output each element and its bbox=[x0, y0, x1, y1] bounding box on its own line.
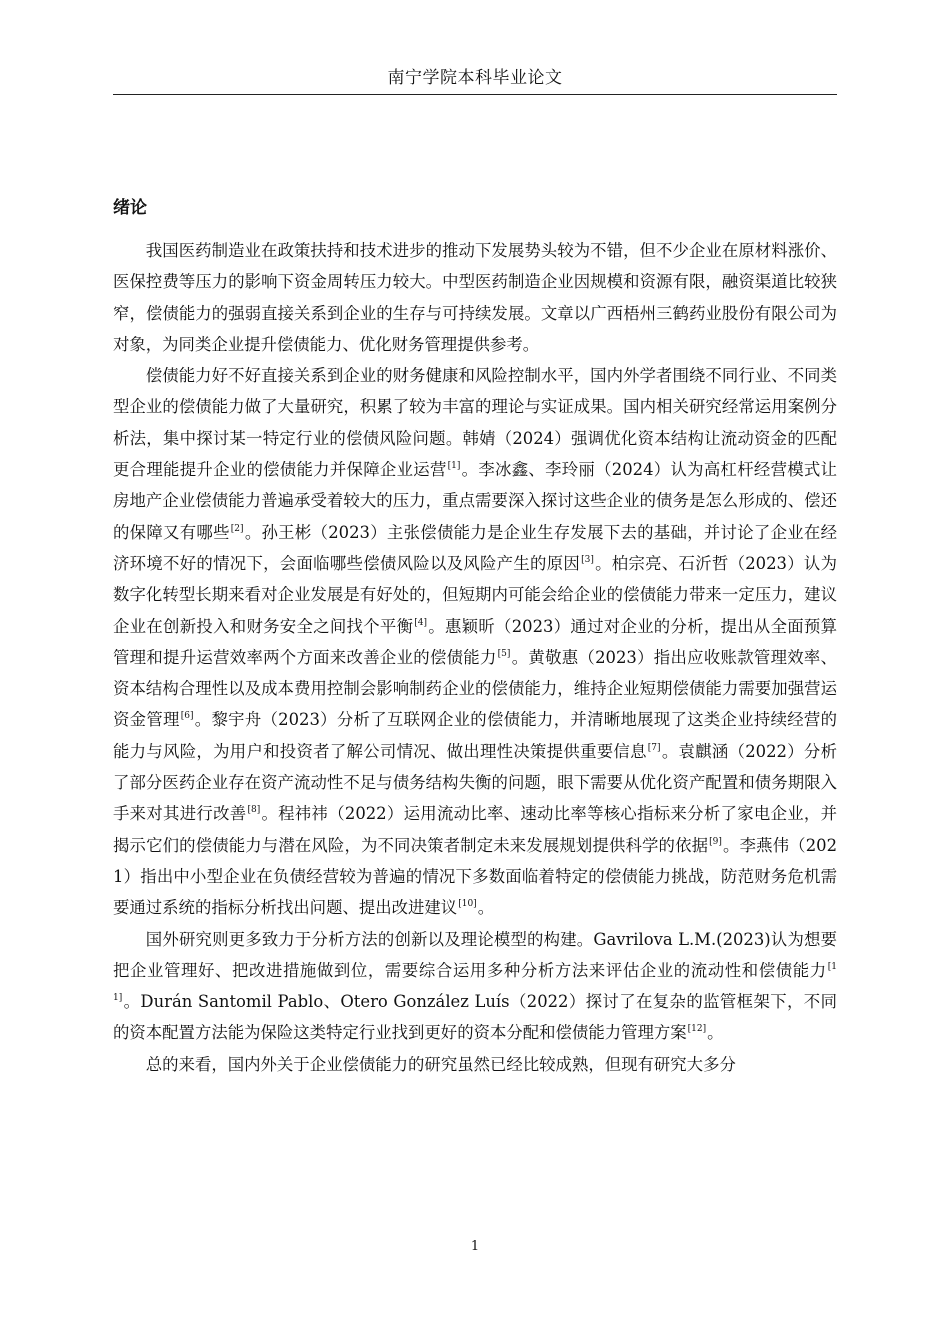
paragraph-3-text: 国外研究则更多致力于分析方法的创新以及理论模型的构建。Gavrilova L.M.(2023)认为想要把企业管理好、把改进措施做到位，需要综合运用多种分析方法来评估企业的流动性和偿债能力 bbox=[113, 929, 837, 980]
body-text bbox=[113, 235, 837, 1080]
paragraph-2-text: 。黎宇舟（2023）分析了互联网企业的偿债能力，并清晰地展现了这类企业持续经营的能力与风险，为用户和投资者了解公司情况、做出理性决策提供重要信息 bbox=[113, 710, 838, 761]
paragraph-2-text: 。李燕伟（2021）指出中小型企业在负债经营较为普遍的情况下多数面临着特定的偿债能力挑战，防范财务危机需要通过系统的指标分析找出问题、提出改进建议 bbox=[113, 835, 837, 918]
citation-4: [4] bbox=[414, 617, 428, 628]
paragraph-2-text: 。黄敬惠（2023）指出应收账款管理效率、资本结构合理性以及成本费用控制会影响制药企业的偿债能力，维持企业短期偿债能力需要加强营运资金管理 bbox=[113, 647, 838, 730]
paragraph-3-text: 。 bbox=[707, 1023, 724, 1043]
header-divider bbox=[113, 94, 837, 95]
paragraph-3-text: 。Durán Santomil Pablo、Otero González Luís（2022）探讨了在复杂的监管框架下，不同的资本配置方法能为保险这类特定行业找到更好的资本分配和偿债能力管理方案 bbox=[113, 992, 837, 1043]
citation-10: [10] bbox=[458, 899, 477, 910]
running-header-title: 南宁学院本科毕业论文 bbox=[387, 68, 563, 88]
page-number: 1 bbox=[470, 1239, 480, 1254]
section-heading: 绪论 bbox=[113, 198, 147, 218]
citation-3: [3] bbox=[581, 554, 594, 565]
paragraph-2-text: 。 bbox=[477, 898, 495, 918]
citation-6: [6] bbox=[180, 711, 194, 722]
citation-11: [11] bbox=[113, 961, 837, 1004]
paragraph-2 bbox=[113, 360, 837, 923]
citation-7: [7] bbox=[647, 742, 661, 753]
paragraph-1: 我国医药制造业在政策扶持和技术进步的推动下发展势头较为不错，但不少企业在原材料涨价、医保控费等压力的影响下资金周转压力较大。中型医药制造企业因规模和资源有限，融资渠道比较狭窄，偿债能力的强弱直接关系到企业的生存与可持续发展。文章以广西梧州三鹤药业股份有限公司为对象，为同类企业提升偿债能力、优化财务管理提供参考。 bbox=[113, 241, 837, 354]
citation-5: [5] bbox=[497, 648, 511, 659]
citation-9: [9] bbox=[709, 836, 722, 847]
paragraph-2-text: 。袁麒涵（2022）分析了部分医药企业存在资产流动性不足与债务结构失衡的问题，眼下需要从优化资产配置和债务期限入手来对其进行改善 bbox=[113, 741, 837, 824]
paragraph-2-text: 偿债能力好不好直接关系到企业的财务健康和风险控制水平，国内外学者围绕不同行业、不同类型企业的偿债能力做了大量研究，积累了较为丰富的理论与实证成果。国内相关研究经常运用案例分析法，集中探讨某一特定行业的偿债风险问题。韩婧（2024）强调优化资本结构让流动资金的匹配更合理能提升企业的偿债能力并保障企业运营 bbox=[113, 366, 837, 480]
citation-8: [8] bbox=[247, 805, 261, 816]
paragraph-2-text: 。孙王彬（2023）主张偿债能力是企业生存发展下去的基础，并讨论了企业在经济环境不好的情况下，会面临哪些偿债风险以及风险产生的原因 bbox=[113, 522, 838, 573]
paragraph-3 bbox=[113, 924, 837, 1049]
citation-1: [1] bbox=[447, 461, 461, 472]
citation-12: [12] bbox=[687, 1024, 707, 1035]
paragraph-2-text: 。惠颖昕（2023）通过对企业的分析，提出从全面预算管理和提升运营效率两个方面来改善企业的偿债能力 bbox=[113, 616, 838, 667]
paragraph-4: 总的来看，国内外关于企业偿债能力的研究虽然已经比较成熟，但现有研究大多分 bbox=[145, 1054, 736, 1074]
paragraph-2-text: 。柏宗亮、石沂哲（2023）认为数字化转型长期来看对企业发展是有好处的，但短期内可能会给企业的偿债能力带来一定压力，建议企业在创新投入和财务安全之间找个平衡 bbox=[113, 553, 838, 636]
paragraph-2-text: 。程祎祎（2022）运用流动比率、速动比率等核心指标来分析了家电企业，并揭示它们的偿债能力与潜在风险，为不同决策者制定未来发展规划提供科学的依据 bbox=[113, 804, 837, 855]
citation-2: [2] bbox=[230, 523, 244, 534]
paragraph-2-text: 。李冰鑫、李玲丽（2024）认为高杠杆经营模式让房地产企业偿债能力普遍承受着较大的压力，重点需要深入探讨这些企业的债务是怎么形成的、偿还的保障又有哪些 bbox=[113, 460, 837, 542]
